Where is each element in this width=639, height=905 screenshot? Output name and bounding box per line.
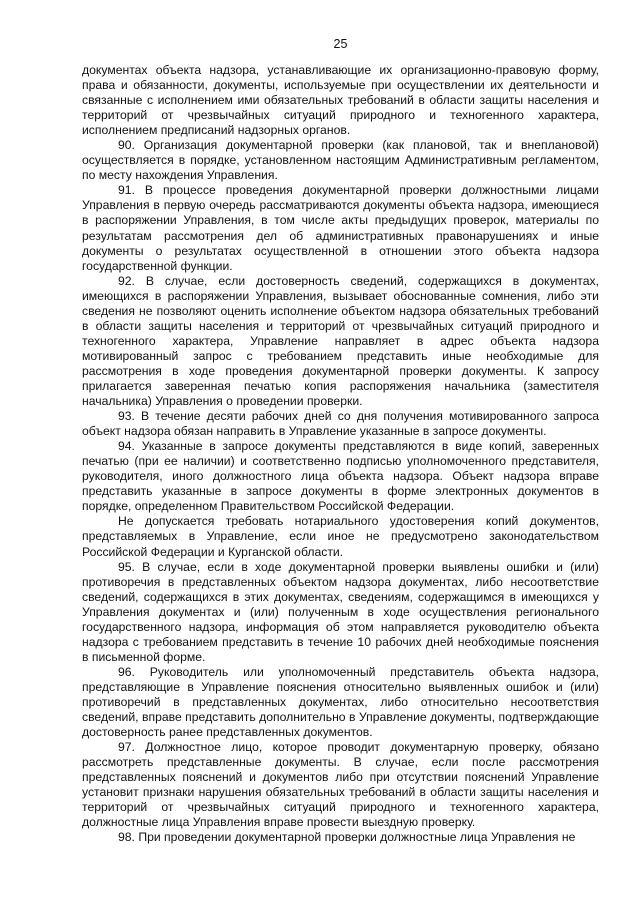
paragraph-97: 97. Должностное лицо, которое проводит документарную проверку, обязано рассмотреть представленные документы. В случае, если после рассмотрения представленных пояснений и документов либо при отсутствии пояснений Управление установит признаки нарушения обязательных требований в области защиты населения и территорий от чрезвычайных ситуаций природного и техногенного характера, должностные лица Управления вправе провести выездную проверку. — [82, 740, 599, 830]
paragraph-continuation: документах объекта надзора, устанавливающие их организационно-правовую форму, права и обязанности, документы, используемые при осуществлении их деятельности и связанные с исполнением ими обязательных требований в области защиты населения и территорий от чрезвычайных ситуаций природного и техногенного характера, исполнением предписаний надзорных органов. — [82, 63, 599, 138]
paragraph-96: 96. Руководитель или уполномоченный представитель объекта надзора, представляющие в Управление пояснения относительно выявленных ошибок и (или) противоречий в представленных документах, либо относительно несоответствия сведений, вправе представить дополнительно в Управление документы, подтверждающие достоверность ранее представленных документов. — [82, 664, 599, 740]
paragraph-98: 98. При проведении документарной проверки должностные лица Управления не — [118, 830, 576, 845]
paragraph-91: 91. В процессе проведения документарной проверки должностными лицами Управления в первую очередь рассматриваются документы объекта надзора, имеющиеся в распоряжении Управления, в том числе акты предыдущих проверок, материалы по результатам рассмотрения дел об административных правонарушениях и иные документы о результатах осуществленной в отношении этого объекта надзора государственной функции. — [82, 183, 599, 273]
page-number: 25 — [333, 37, 348, 51]
paragraph-94: 94. Указанные в запросе документы представляются в виде копий, заверенных печатью (при ее наличии) и соответственно подписью уполномоченного представителя, руководителя, иного должностного лица объекта надзора. Объект надзора вправе представить указанные в запросе документы в форме электронных документов в порядке, определенном Правительством Российской Федерации. — [82, 439, 599, 514]
paragraph-94-notarial: Не допускается требовать нотариального удостоверения копий документов, представляемых в Управление, если иное не предусмотрено законодательством Российской Федерации и Курганской области. — [82, 514, 599, 559]
paragraph-90: 90. Организация документарной проверки (как плановой, так и внеплановой) осуществляется в порядке, установленном настоящим Административным регламентом, по месту нахождения Управления. — [82, 138, 599, 183]
paragraph-92: 92. В случае, если достоверность сведений, содержащихся в документах, имеющихся в распоряжении Управления, вызывает обоснованные сомнения, либо эти сведения не позволяют оценить исполнение объектом надзора обязательных требований в области защиты населения и территорий от чрезвычайных ситуаций природного и техногенного характера, Управление направляет в адрес объекта надзора мотивированный запрос с требованием представить иные необходимые для рассмотрения в ходе проведения документарной проверки документы. К запросу прилагается заверенная печатью копия распоряжения начальника (заместителя начальника) Управления о проведении проверки. — [82, 273, 599, 409]
paragraph-95: 95. В случае, если в ходе документарной проверки выявлены ошибки и (или) противоречия в представленных объектом надзора документах, либо несоответствие сведений, содержащихся в этих документах, сведениям, содержащимся в имеющихся у Управления документах и (или) полученным в ходе осуществления регионального государственного надзора, информация об этом направляется руководителю объекта надзора с требованием представить в течение 10 рабочих дней необходимые пояснения в письменной форме. — [82, 559, 599, 664]
paragraph-93: 93. В течение десяти рабочих дней со дня получения мотивированного запроса объект надзора обязан направить в Управление указанные в запросе документы. — [82, 409, 599, 439]
